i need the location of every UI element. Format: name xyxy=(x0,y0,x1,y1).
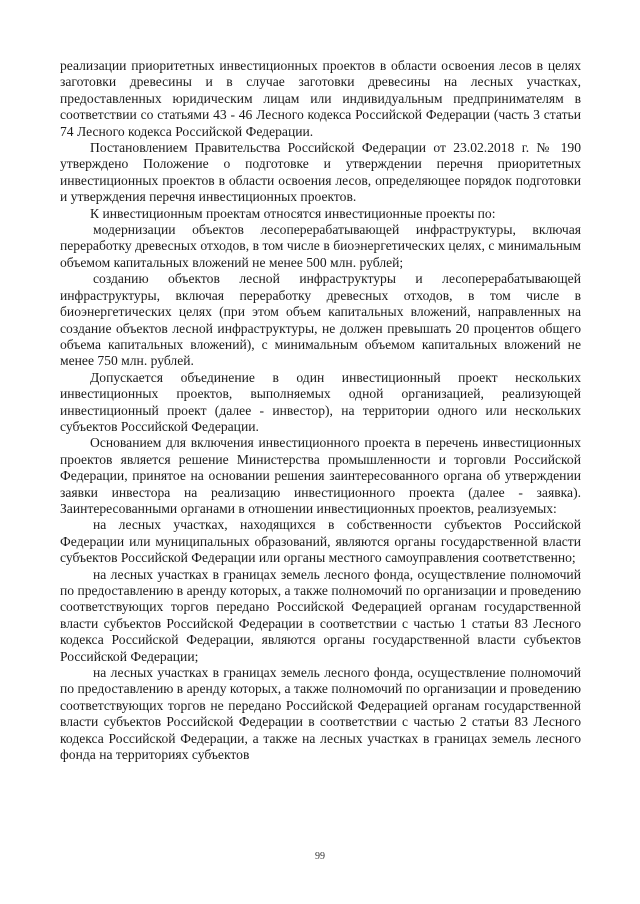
list-item-1: модернизации объектов лесоперерабатывающей инфраструктуры, включая переработку древесных отходов, в том числе в биоэнергетических целях, с минимальным объемом капитальных вложений не менее 500 млн. рублей; xyxy=(60,222,581,270)
list-item-4: на лесных участках в границах земель лесного фонда, осуществление полномочий по предоставлению в аренду которых, а также полномочий по организации и проведению соответствующих торгов передано Российской Федерацией органам государственной власти субъектов Российской Федерации в соответствии с частью 1 статьи 83 Лесного кодекса Российской Федерации, являются органы государственной власти субъектов Российской Федерации; xyxy=(60,566,581,664)
list-item-3: на лесных участках, находящихся в собственности субъектов Российской Федерации или муниципальных образований, являются органы государственной власти субъектов Российской Федерации или органы местного самоуправления соответственно; xyxy=(60,517,581,566)
document-page xyxy=(60,58,581,763)
paragraph-3: К инвестиционным проектам относятся инвестиционные проекты по: xyxy=(90,205,496,221)
page-number: 99 xyxy=(315,851,325,862)
list-item-5: на лесных участках в границах земель лесного фонда, осуществление полномочий по предоставлению в аренду которых, а также полномочий по организации и проведению соответствующих торгов не передано Российской Федерацией органам государственной власти субъектов Российской Федерации в соответствии с частью 2 статьи 83 Лесного кодекса Российской Федерации, а также на лесных участках в границах земель лесного фонда на территориях субъектов xyxy=(60,665,581,763)
paragraph-2: Постановлением Правительства Российской Федерации от 23.02.2018 г. № 190 утверждено Положение о подготовке и утверждении перечня приоритетных инвестиционных проектов в области освоения лесов, определяющее порядок подготовки и утверждения перечня инвестиционных проектов. xyxy=(60,140,581,205)
paragraph-5: Основанием для включения инвестиционного проекта в перечень инвестиционных проектов является решение Министерства промышленности и торговли Российской Федерации, принятое на основании решения заинтересованного органа об утверждении заявки инвестора на реализацию инвестиционного проекта (далее - заявка). Заинтересованными органами в отношении инвестиционных проектов, реализуемых: xyxy=(60,435,581,516)
paragraph-4: Допускается объединение в один инвестиционный проект нескольких инвестиционных проектов, выполняемых одной организацией, реализующей инвестиционный проект (далее - инвестор), на территории одного или нескольких субъектов Российской Федерации. xyxy=(60,369,581,434)
list-item-2: созданию объектов лесной инфраструктуры и лесоперерабатывающей инфраструктуры, включая переработку древесных отходов, в том числе в биоэнергетических целях (при этом объем капитальных вложений, направленных на создание объектов лесной инфраструктуры, не должен превышать 20 процентов общего объема капитальных вложений), с минимальным объемом капитальных вложений не менее 750 млн. рублей. xyxy=(60,271,581,369)
paragraph-1: реализации приоритетных инвестиционных проектов в области освоения лесов в целях заготовки древесины и в случае заготовки древесины на лесных участках, предоставленных юридическим лицам или индивидуальным предпринимателям в соответствии со статьями 43 - 46 Лесного кодекса Российской Федерации (часть 3 статьи 74 Лесного кодекса Российской Федерации. xyxy=(60,58,581,139)
